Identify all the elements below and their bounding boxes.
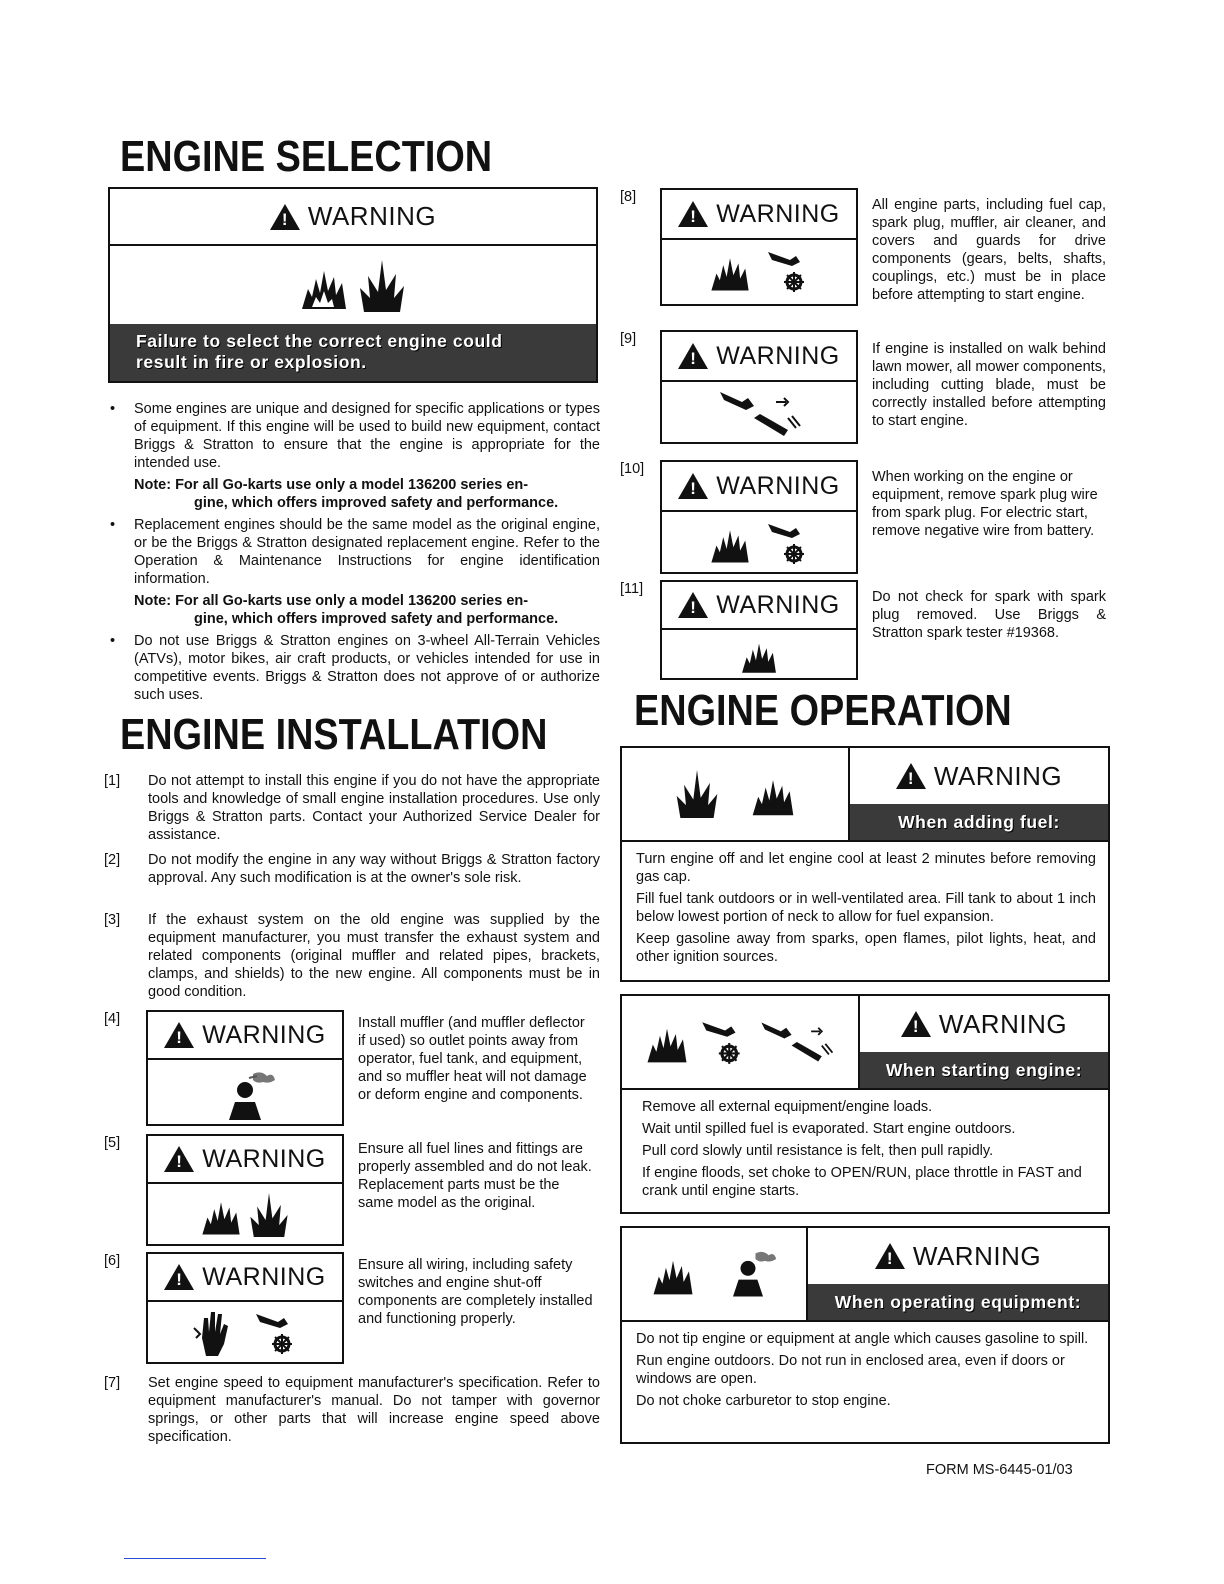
fire-icon	[739, 634, 779, 676]
item-number: [3]	[104, 912, 121, 928]
pictogram-row	[662, 630, 856, 676]
install-item-2	[104, 851, 600, 905]
panel-header: When starting engine:	[860, 1052, 1108, 1088]
rotating-parts-hand-icon	[254, 1308, 298, 1358]
panel-line: Keep gasoline away from sparks, open flames, pilot lights, heat, and other ignition sources.	[636, 931, 1096, 965]
warning-label: WARNING	[716, 199, 840, 228]
note-line-2: gine, which offers improved safety and performance.	[194, 495, 559, 511]
alert-triangle-icon	[678, 201, 708, 227]
alert-triangle-icon	[875, 1243, 905, 1269]
panel-body	[622, 840, 1108, 966]
warning-label-11	[660, 580, 858, 680]
panel-line: Turn engine off and let engine cool at least 2 minutes before removing gas cap.	[636, 851, 1096, 885]
panel-line: Do not tip engine or equipment at angle which causes gasoline to spill.	[636, 1331, 1089, 1347]
panel-line: Fill fuel tank outdoors or in well-ventilated area. Fill tank to about 1 inch below lowest portion of neck to allow for fuel expansion.	[636, 891, 1096, 925]
alert-triangle-icon	[678, 343, 708, 369]
selection-warning-panel	[108, 187, 598, 383]
warning-block	[806, 1228, 1108, 1320]
warning-header	[662, 332, 856, 382]
danger-text-line-2: result in fire or explosion.	[136, 352, 367, 372]
alert-triangle-icon	[901, 1011, 931, 1037]
warning-label: WARNING	[933, 760, 1063, 791]
note-line-1: Note: For all Go-karts use only a model 136200 series en-	[134, 593, 529, 609]
panel-line: Do not choke carburetor to stop engine.	[636, 1393, 891, 1409]
warning-header	[850, 748, 1108, 804]
item-text: Do not check for spark with spark plug removed. Use Briggs & Stratton spark tester #19368.	[872, 589, 1106, 641]
pictogram-row	[148, 1184, 342, 1242]
install-item-7	[104, 1374, 600, 1448]
item-text: If the exhaust system on the old engine was supplied by the equipment manufacturer, you must transfer the exhaust system and related components (original muffler and related pipes, brackets, clamps, and shields) to the new engine. All components must be in good condition.	[148, 912, 600, 1000]
fire-icon	[749, 770, 797, 818]
panel-body	[622, 1320, 1108, 1410]
note-line-1: Note: For all Go-karts use only a model 136200 series en-	[134, 477, 529, 493]
alert-triangle-icon	[164, 1022, 194, 1048]
form-number: FORM MS-6445-01/03	[926, 1462, 1073, 1478]
install-item-3	[104, 911, 600, 1003]
item-number: [11]	[620, 581, 644, 597]
panel-line: If engine floods, set choke to OPEN/RUN, place throttle in FAST and crank until engine starts.	[642, 1165, 1082, 1199]
toxic-fumes-person-icon	[718, 1247, 778, 1301]
note-line-2: gine, which offers improved safety and performance.	[194, 611, 559, 627]
go-kart-note	[108, 592, 600, 628]
panel-line: Remove all external equipment/engine loads.	[642, 1099, 933, 1115]
panel-header: When adding fuel:	[850, 804, 1108, 840]
engine-installation-title: ENGINE INSTALLATION	[120, 710, 548, 759]
pictogram-row	[622, 996, 858, 1088]
alert-triangle-icon	[896, 763, 926, 789]
item-text: Install muffler (and muffler deflector if used) so outlet points away from operator, fuel tank, and equipment, and so muffler heat will not damage or deform engine and components.	[358, 1015, 587, 1103]
rotating-parts-hand-icon	[700, 1016, 746, 1068]
warning-label: WARNING	[716, 471, 840, 500]
warning-block	[848, 748, 1108, 840]
warning-block	[858, 996, 1108, 1088]
item-text: Ensure all wiring, including safety switches and engine shut-off components are completely installed and functioning properly.	[358, 1257, 593, 1327]
fire-icon	[644, 1019, 690, 1065]
item-number: [8]	[620, 189, 637, 205]
panel-line: Wait until spilled fuel is evaporated. Start engine outdoors.	[642, 1121, 1016, 1137]
explosion-icon	[247, 1188, 291, 1242]
warning-label: WARNING	[716, 590, 840, 619]
cutting-blade-hand-icon	[756, 1016, 836, 1068]
item-number: [7]	[104, 1375, 121, 1391]
warning-header	[148, 1136, 342, 1184]
panel-body	[622, 1088, 1108, 1200]
electric-shock-hand-icon	[192, 1308, 236, 1358]
warning-label-5	[146, 1134, 344, 1246]
pictogram-row	[662, 382, 856, 440]
item-text: Do not modify the engine in any way without Briggs & Stratton factory approval. Any such modification is at the owner's sole risk.	[148, 852, 600, 886]
warning-header	[148, 1254, 342, 1302]
warning-label-9	[660, 330, 858, 444]
engine-selection-title: ENGINE SELECTION	[120, 132, 493, 181]
warning-label: WARNING	[716, 341, 840, 370]
warning-header	[662, 190, 856, 240]
engine-operation-title: ENGINE OPERATION	[634, 686, 1012, 735]
item-text: All engine parts, including fuel cap, spark plug, muffler, air cleaner, and covers and guards for drive components (gears, belts, shafts, couplings, etc.) must be in place before attempting to start engine.	[872, 197, 1106, 303]
selection-bullets	[108, 400, 600, 708]
panel-line: Run engine outdoors. Do not run in enclosed area, even if doors or windows are open.	[636, 1353, 1065, 1387]
item-text: Do not attempt to install this engine if you do not have the appropriate tools and knowledge of small engine installation procedures. Use only Briggs & Stratton parts. Contact your Authorized Service Dealer for assistance.	[148, 773, 600, 843]
explosion-icon	[356, 258, 408, 314]
panel-line: Pull cord slowly until resistance is felt, then pull rapidly.	[642, 1143, 994, 1159]
warning-label-4	[146, 1010, 344, 1126]
warning-label-6	[146, 1252, 344, 1364]
rotating-parts-hand-icon	[766, 246, 810, 296]
alert-triangle-icon	[164, 1146, 194, 1172]
toxic-fumes-person-icon	[213, 1068, 277, 1124]
item-number: [5]	[104, 1135, 121, 1151]
cutting-blade-hand-icon	[714, 388, 804, 440]
alert-triangle-icon	[678, 592, 708, 618]
warning-label-10	[660, 460, 858, 574]
warning-label: WARNING	[912, 1240, 1042, 1271]
footer-rule	[124, 1558, 266, 1559]
go-kart-note	[108, 476, 600, 512]
item-number: [10]	[620, 461, 645, 477]
warning-header	[110, 189, 596, 246]
operating-equipment-panel	[620, 1226, 1110, 1444]
fire-icon	[650, 1251, 696, 1297]
fire-icon	[298, 261, 350, 311]
explosion-icon	[673, 767, 721, 821]
install-item-1	[104, 772, 600, 844]
pictogram-row	[662, 512, 856, 568]
pictogram-row	[148, 1060, 342, 1124]
fire-icon	[199, 1192, 243, 1238]
rotating-parts-hand-icon	[766, 518, 810, 568]
warning-label: WARNING	[202, 1144, 326, 1173]
warning-header	[662, 462, 856, 512]
warning-label: WARNING	[202, 1262, 326, 1291]
panel-header: When operating equipment:	[808, 1284, 1108, 1320]
pictogram-row	[148, 1302, 342, 1358]
warning-label-8	[660, 188, 858, 306]
warning-header	[148, 1012, 342, 1060]
hazard-pictograms	[110, 246, 596, 326]
warning-header	[860, 996, 1108, 1052]
alert-triangle-icon	[270, 204, 300, 230]
alert-triangle-icon	[678, 473, 708, 499]
item-number: [6]	[104, 1253, 121, 1269]
alert-triangle-icon	[164, 1264, 194, 1290]
list-item: • Do not use Briggs & Stratton engines on 3-wheel All-Terrain Vehicles (ATVs), motor bikes, air craft products, or vehicles intended for use in competitive events. Briggs & Stratton does not approve of or authorize such uses.	[108, 632, 600, 704]
item-number: [1]	[104, 773, 121, 789]
item-text: When working on the engine or equipment, remove spark plug wire from spark plug. For electric start, remove negative wire from battery.	[872, 469, 1098, 539]
warning-header	[662, 582, 856, 630]
list-item: • Replacement engines should be the same model as the original engine, or be the Briggs & Stratton designated replacement engine. Refer to the Operation & Maintenance Instructions for engine identification information.	[108, 516, 600, 588]
item-number: [4]	[104, 1011, 121, 1027]
danger-text-line-1: Failure to select the correct engine could	[136, 331, 503, 351]
warning-label: WARNING	[938, 1008, 1068, 1039]
warning-label: WARNING	[307, 201, 437, 231]
warning-label: WARNING	[202, 1020, 326, 1049]
pictogram-row	[662, 240, 856, 296]
pictogram-row	[622, 1228, 806, 1320]
item-number: [2]	[104, 852, 121, 868]
adding-fuel-panel	[620, 746, 1110, 982]
starting-engine-panel	[620, 994, 1110, 1214]
fire-icon	[708, 520, 752, 566]
danger-message-band	[110, 324, 596, 381]
item-text: Ensure all fuel lines and fittings are properly assembled and do not leak. Replacement parts must be the same model as the original.	[358, 1141, 592, 1211]
item-text: Set engine speed to equipment manufacturer's specification. Refer to equipment manufacturer's manual. Do not tamper with governor springs, or other parts that will increase engine speed above specification.	[148, 1375, 600, 1445]
pictogram-row	[622, 748, 848, 840]
item-text: If engine is installed on walk behind lawn mower, all mower components, including cutting blade, must be correctly installed before attempting to start engine.	[872, 341, 1106, 429]
list-item: • Some engines are unique and designed for specific applications or types of equipment. If this engine will be used to build new equipment, contact Briggs & Stratton to ensure that the engine is appropriate for the intended use.	[108, 400, 600, 472]
item-number: [9]	[620, 331, 637, 347]
warning-header	[808, 1228, 1108, 1284]
fire-icon	[708, 248, 752, 294]
